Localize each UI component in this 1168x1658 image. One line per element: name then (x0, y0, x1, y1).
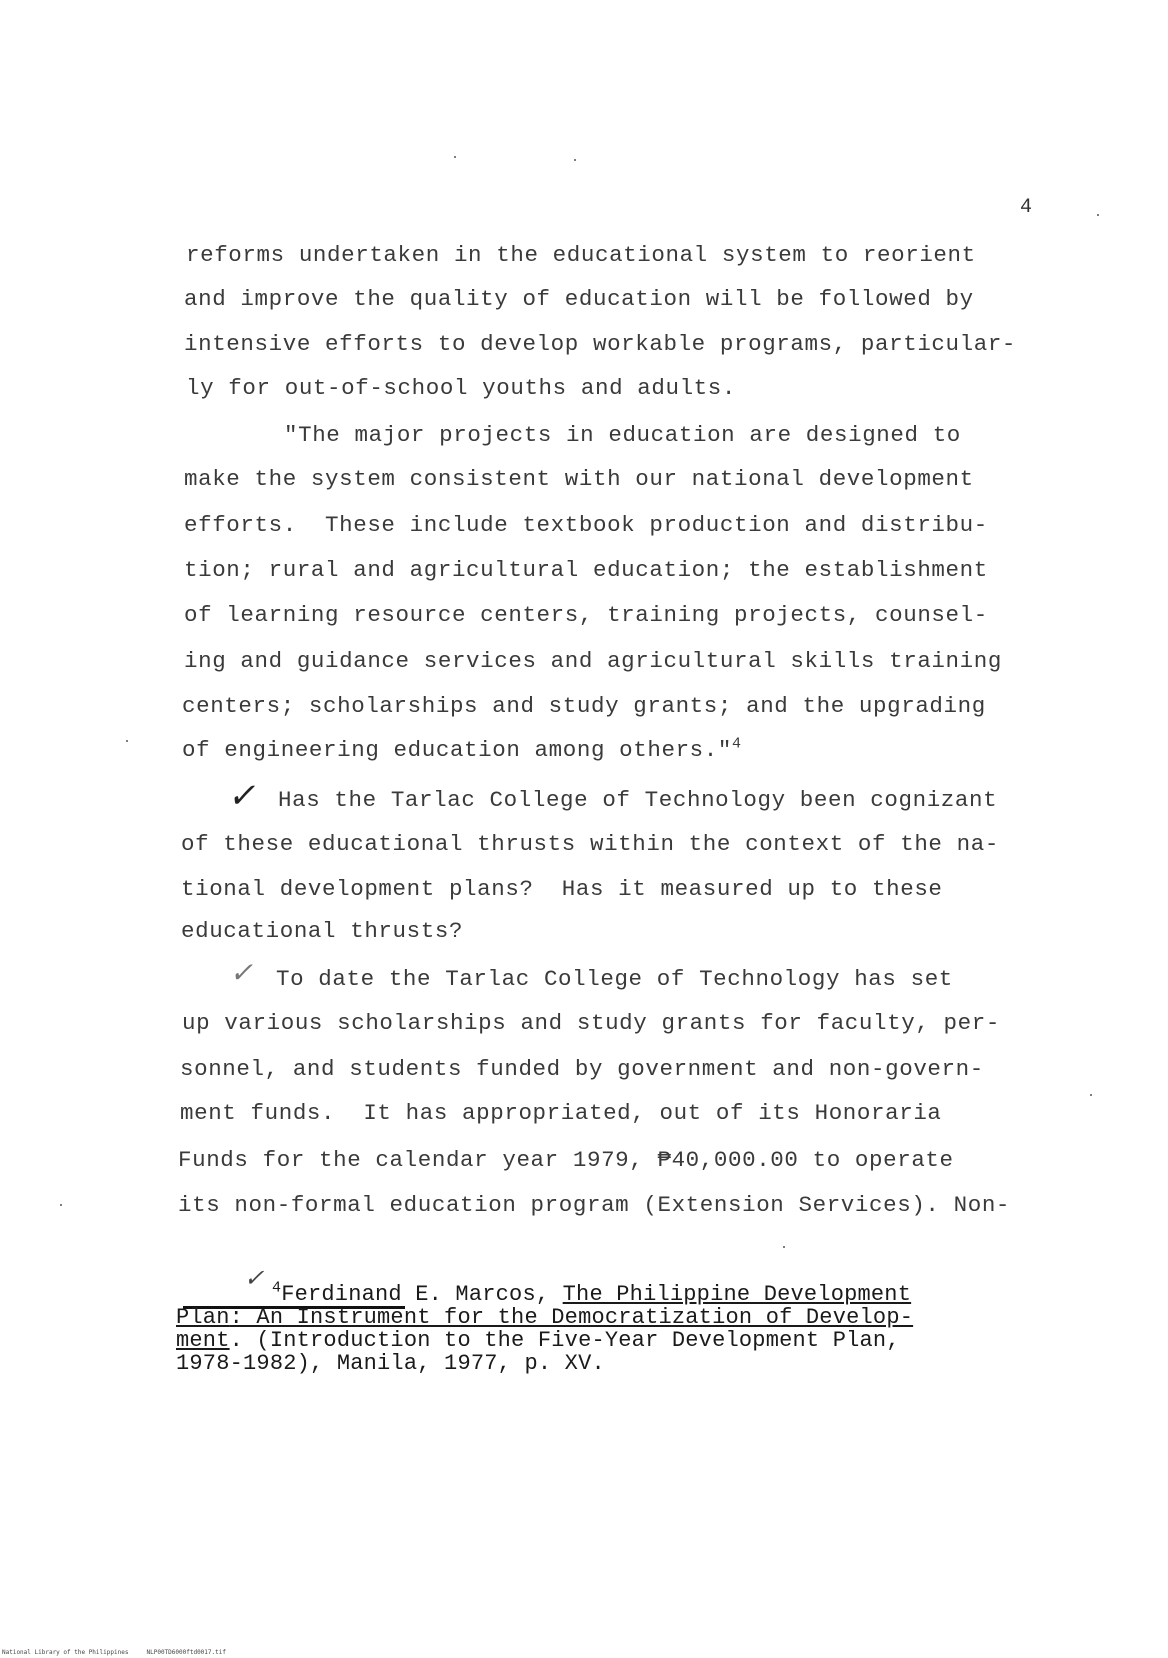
body-line: centers; scholarships and study grants; and the upgrading (182, 693, 986, 719)
body-line: tional development plans? Has it measured up to these (181, 876, 943, 902)
scan-speck (1090, 1094, 1092, 1096)
footnote-author: Ferdinand E. Marcos, (281, 1282, 563, 1307)
scan-speck (60, 1204, 62, 1206)
body-line: Funds for the calendar year 1979, ₱40,000.00 to operate (178, 1147, 954, 1173)
footnote-title-part-1: The Philippine Development (562, 1282, 912, 1307)
body-line: "The major projects in education are designed to (284, 422, 961, 448)
footnote-title-part-2: Plan (176, 1305, 230, 1330)
footnote-line-3-rest: . (Introduction to the Five-Year Development Plan, (229, 1328, 900, 1353)
footnote-title-part-3: ment (176, 1328, 230, 1353)
footnote-line-4: 1978-1982), Manila, 1977, p. XV. (176, 1351, 605, 1376)
scan-speck (126, 740, 128, 742)
body-line: up various scholarships and study grants for faculty, per- (182, 1010, 1000, 1036)
body-line: reforms undertaken in the educational system to reorient (186, 242, 976, 268)
footnote-line-2 (176, 1307, 913, 1329)
body-line: make the system consistent with our national development (184, 466, 974, 492)
archive-label: National Library of the Philippines NLP00TD6000ftd0017.tif (2, 1649, 226, 1656)
body-line: and improve the quality of education will be followed by (184, 286, 974, 312)
check-mark-icon: ✓ (225, 776, 263, 816)
body-line: efforts. These include textbook production and distribu- (184, 512, 988, 538)
body-line: sonnel, and students funded by government and non-govern- (180, 1056, 984, 1082)
body-line: of learning resource centers, training projects, counsel- (184, 602, 988, 628)
scan-speck (1097, 214, 1099, 216)
scan-speck (783, 1246, 785, 1248)
footnote-reference: 4 (732, 735, 742, 753)
body-line-text: of engineering education among others." (182, 737, 732, 763)
check-mark-icon: ✓ (241, 1264, 271, 1292)
body-line: ment funds. It has appropriated, out of its Honoraria (180, 1100, 942, 1126)
footnote-line-3 (176, 1330, 900, 1352)
body-line: tion; rural and agricultural education; the establishment (184, 557, 988, 583)
body-line: Has the Tarlac College of Technology been cognizant (278, 787, 998, 813)
body-line: of these educational thrusts within the context of the na- (181, 831, 999, 857)
body-line: educational thrusts? (181, 918, 464, 944)
body-line-with-footnote (182, 737, 742, 763)
body-line: To date the Tarlac College of Technology has set (276, 966, 953, 992)
scan-speck (574, 159, 576, 161)
body-line: ing and guidance services and agricultural skills training (184, 648, 1002, 674)
body-line: ly for out-of-school youths and adults. (186, 375, 736, 401)
scan-speck (454, 156, 456, 158)
body-line: its non-formal education program (Extension Services). Non- (178, 1192, 1011, 1218)
footnote-mark: 4 (272, 1279, 282, 1297)
body-line: intensive efforts to develop workable programs, particular- (184, 331, 1017, 357)
footnote-title-part-2-rest: : An Instrument for the Democratization of Develop- (229, 1305, 914, 1330)
footnote-line-1 (272, 1279, 912, 1307)
page-number: 4 (1020, 196, 1033, 219)
check-mark-icon: ✓ (227, 956, 260, 989)
